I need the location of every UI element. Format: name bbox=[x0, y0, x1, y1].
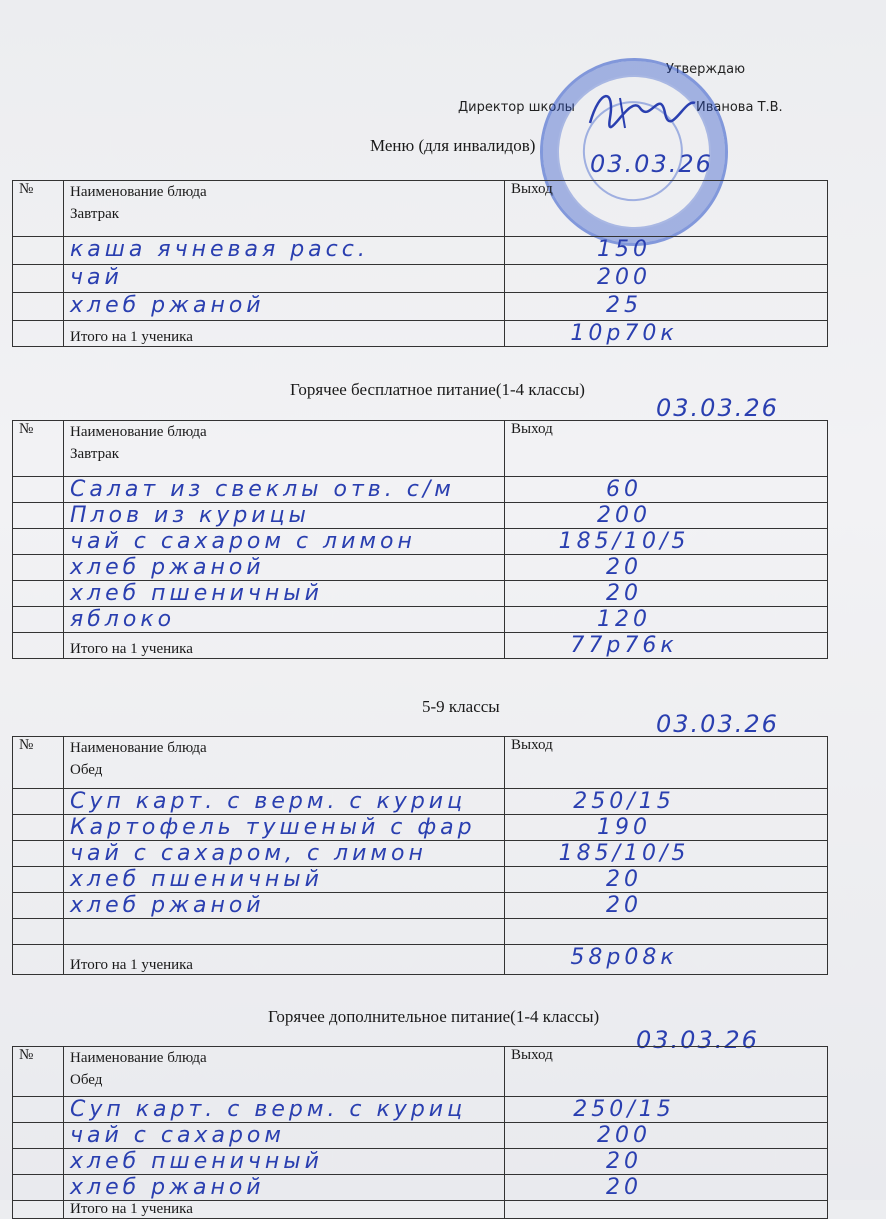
table-row bbox=[13, 1175, 828, 1201]
dish-output: 20 bbox=[505, 581, 828, 607]
total-label: Итого на 1 ученика bbox=[64, 321, 505, 347]
col-name-label: Наименование блюда bbox=[70, 740, 207, 756]
dish-output: 190 bbox=[505, 815, 828, 841]
col-name-header bbox=[64, 421, 505, 477]
table-header-row bbox=[13, 181, 828, 237]
total-row bbox=[13, 1201, 828, 1219]
col-name-label: Наименование блюда bbox=[70, 424, 207, 440]
dish-output: 60 bbox=[505, 477, 828, 503]
meal-label: Завтрак bbox=[70, 446, 120, 462]
total-row bbox=[13, 945, 828, 975]
col-output-header: Выход bbox=[505, 421, 828, 477]
menu-table-free bbox=[12, 420, 828, 659]
dish-output: 185/10/5 bbox=[505, 841, 828, 867]
dish-name: хлеб ржаной bbox=[64, 293, 505, 321]
col-name-header bbox=[64, 181, 505, 237]
section-date: 03.03.26 bbox=[656, 710, 779, 738]
dish-name: Картофель тушеный с фар bbox=[64, 815, 505, 841]
dish-name: хлеб ржаной bbox=[64, 1175, 505, 1201]
director-signature bbox=[580, 78, 700, 138]
approval-title: Утверждаю bbox=[666, 62, 746, 77]
dish-name: каша ячневая расс. bbox=[64, 237, 505, 265]
total-label: Итого на 1 ученика bbox=[64, 633, 505, 659]
section-date: 03.03.26 bbox=[636, 1026, 759, 1054]
total-row bbox=[13, 633, 828, 659]
menu-table-disabled bbox=[12, 180, 828, 347]
dish-name: хлеб пшеничный bbox=[64, 581, 505, 607]
dish-name: Плов из курицы bbox=[64, 503, 505, 529]
col-name-label: Наименование блюда bbox=[70, 184, 207, 200]
dish-output: 20 bbox=[505, 867, 828, 893]
col-num-header: № bbox=[13, 1047, 64, 1097]
col-name-header bbox=[64, 1047, 505, 1097]
table-row bbox=[13, 237, 828, 265]
dish-output: 120 bbox=[505, 607, 828, 633]
total-label: Итого на 1 ученика bbox=[64, 945, 505, 975]
table-row bbox=[13, 293, 828, 321]
col-name-header bbox=[64, 737, 505, 789]
table-row bbox=[13, 1149, 828, 1175]
dish-name: хлеб пшеничный bbox=[64, 867, 505, 893]
meal-label: Обед bbox=[70, 1072, 103, 1088]
dish-output: 185/10/5 bbox=[505, 529, 828, 555]
section-date: 03.03.26 bbox=[656, 394, 779, 422]
dish-name: Суп карт. с верм. с куриц bbox=[64, 1097, 505, 1123]
meal-label: Завтрак bbox=[70, 206, 120, 222]
dish-name: чай bbox=[64, 265, 505, 293]
col-output-header: Выход bbox=[505, 181, 828, 237]
dish-output: 20 bbox=[505, 555, 828, 581]
director-name: Иванова Т.В. bbox=[696, 100, 783, 115]
dish-output bbox=[505, 919, 828, 945]
dish-name: Суп карт. с верм. с куриц bbox=[64, 789, 505, 815]
col-num-header: № bbox=[13, 737, 64, 789]
total-value: 10р70к bbox=[505, 321, 828, 347]
table-row bbox=[13, 477, 828, 503]
table-row bbox=[13, 555, 828, 581]
meal-label: Обед bbox=[70, 762, 103, 778]
dish-name: хлеб ржаной bbox=[64, 555, 505, 581]
dish-output: 200 bbox=[505, 503, 828, 529]
table-row bbox=[13, 815, 828, 841]
total-value: 58р08к bbox=[505, 945, 828, 975]
table-row bbox=[13, 265, 828, 293]
table-header-row bbox=[13, 737, 828, 789]
dish-output: 20 bbox=[505, 893, 828, 919]
table-row bbox=[13, 529, 828, 555]
dish-output: 250/15 bbox=[505, 1097, 828, 1123]
total-label: Итого на 1 ученика bbox=[64, 1201, 505, 1219]
table-header-row bbox=[13, 1047, 828, 1097]
table-row bbox=[13, 893, 828, 919]
table-row bbox=[13, 503, 828, 529]
table-row bbox=[13, 1097, 828, 1123]
table-row bbox=[13, 581, 828, 607]
col-num-header: № bbox=[13, 421, 64, 477]
dish-name: чай с сахаром bbox=[64, 1123, 505, 1149]
dish-name: яблоко bbox=[64, 607, 505, 633]
director-label: Директор школы bbox=[458, 100, 575, 115]
menu-table-additional bbox=[12, 1046, 828, 1219]
total-value: 77р76к bbox=[505, 633, 828, 659]
dish-output: 250/15 bbox=[505, 789, 828, 815]
col-name-label: Наименование блюда bbox=[70, 1050, 207, 1066]
menu-table-grades-5-9 bbox=[12, 736, 828, 975]
table-row bbox=[13, 607, 828, 633]
total-value bbox=[505, 1201, 828, 1219]
section-date: 03.03.26 bbox=[590, 150, 713, 178]
table-row bbox=[13, 789, 828, 815]
dish-name: хлеб ржаной bbox=[64, 893, 505, 919]
section-title-free: Горячее бесплатное питание(1-4 классы) bbox=[290, 380, 585, 399]
dish-name: чай с сахаром с лимон bbox=[64, 529, 505, 555]
table-header-row bbox=[13, 421, 828, 477]
table-row bbox=[13, 841, 828, 867]
dish-name: чай с сахаром, с лимон bbox=[64, 841, 505, 867]
dish-name bbox=[64, 919, 505, 945]
dish-output: 200 bbox=[505, 1123, 828, 1149]
table-row bbox=[13, 867, 828, 893]
dish-name: Салат из свеклы отв. с/м bbox=[64, 477, 505, 503]
col-num-header: № bbox=[13, 181, 64, 237]
col-output-header: Выход bbox=[505, 737, 828, 789]
section-title-disabled: Меню (для инвалидов) bbox=[370, 136, 536, 155]
col-output-header: Выход bbox=[505, 1047, 828, 1097]
table-row bbox=[13, 919, 828, 945]
table-row bbox=[13, 1123, 828, 1149]
section-title-grades-5-9: 5-9 классы bbox=[422, 697, 500, 716]
dish-output: 150 bbox=[505, 237, 828, 265]
dish-name: хлеб пшеничный bbox=[64, 1149, 505, 1175]
dish-output: 20 bbox=[505, 1175, 828, 1201]
dish-output: 25 bbox=[505, 293, 828, 321]
section-title-additional: Горячее дополнительное питание(1-4 классы) bbox=[268, 1007, 600, 1026]
dish-output: 20 bbox=[505, 1149, 828, 1175]
total-row bbox=[13, 321, 828, 347]
dish-output: 200 bbox=[505, 265, 828, 293]
